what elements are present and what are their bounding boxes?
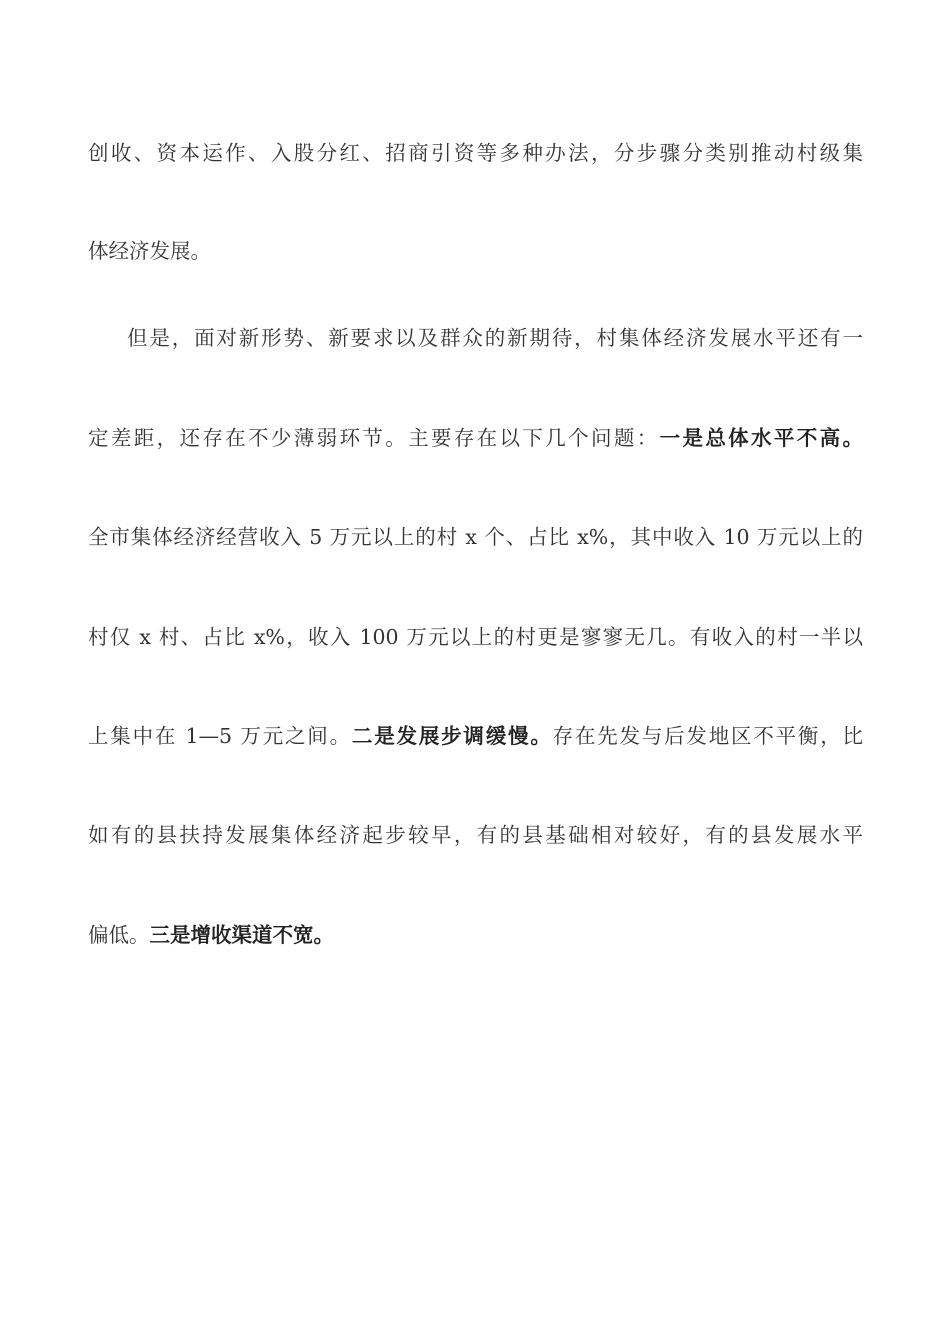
text-segment: 偏低。: [88, 923, 150, 947]
paragraph-line-2: [88, 231, 863, 271]
text-segment: 但是，面对新形势、新要求以及群众的新期待，村集体经济发展水平还有一: [127, 326, 863, 350]
paragraph-line-7: [88, 716, 863, 756]
text-segment: 创收、资本运作、入股分红、招商引资等多种办法，分步骤分类别推动村级集: [88, 141, 863, 165]
paragraph-line-1: [88, 133, 863, 173]
paragraph-line-4: [88, 418, 863, 458]
bold-heading-segment: 二是发展步调缓慢。: [351, 724, 553, 748]
paragraph-line-9: [88, 915, 863, 955]
paragraph-line-6: [88, 617, 863, 657]
bold-heading-segment: 一是总体水平不高。: [659, 426, 863, 450]
text-segment: 体经济发展。: [88, 239, 211, 263]
text-segment: 如有的县扶持发展集体经济起步较早，有的县基础相对较好，有的县发展水平: [88, 823, 863, 847]
paragraph-line-8: [88, 815, 863, 855]
paragraph-line-3: [127, 318, 863, 358]
text-segment: 村仅 x 村、占比 x%，收入 100 万元以上的村更是寥寥无几。有收入的村一半以: [88, 625, 863, 649]
bold-heading-segment: 三是增收渠道不宽。: [149, 923, 334, 947]
text-segment: 存在先发与后发地区不平衡，比: [552, 724, 863, 748]
text-segment: 定差距，还存在不少薄弱环节。主要存在以下几个问题：: [88, 426, 660, 450]
paragraph-line-5: [88, 517, 863, 557]
text-segment: 全市集体经济经营收入 5 万元以上的村 x 个、占比 x%，其中收入 10 万元以上的: [88, 525, 863, 549]
text-segment: 上集中在 1—5 万元之间。: [88, 724, 352, 748]
